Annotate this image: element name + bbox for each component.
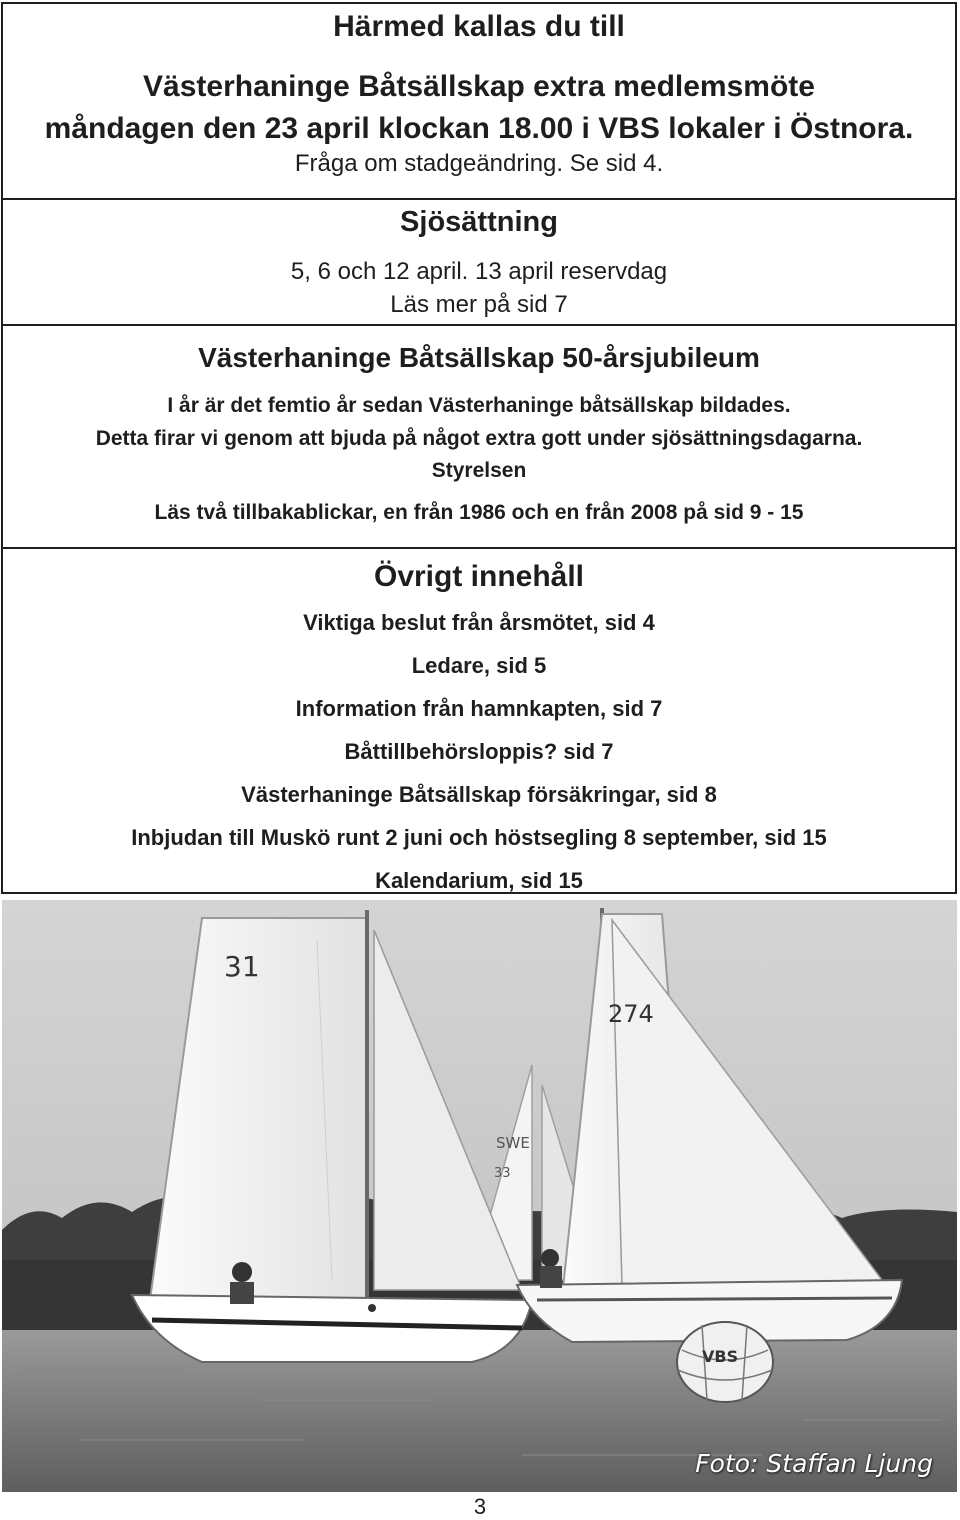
buoy-text: VBS (702, 1347, 739, 1366)
launch-dates: 5, 6 och 12 april. 13 april reservdag (290, 258, 668, 285)
contents-heading: Övrigt innehåll (373, 560, 585, 593)
page-number: 3 (473, 1494, 487, 1519)
sailboats-illustration (2, 900, 957, 1492)
photo-credit: Foto: Staffan Ljung (695, 1449, 933, 1478)
divider (3, 324, 955, 326)
jubilee-lookback: Läs två tillbakablickar, en från 1986 och en från 2008 på sid 9 - 15 (154, 501, 804, 524)
sail-number-31: 31 (224, 950, 260, 983)
jubilee-line-1: I år är det femtio år sedan Västerhaninge båtsällskap bildades. (167, 394, 791, 417)
sail-text: SWE (496, 1134, 530, 1152)
meeting-note: Fråga om stadgeändring. Se sid 4. (294, 150, 664, 177)
meeting-title: Västerhaninge Båtsällskap extra medlemsmöte (143, 70, 815, 103)
contents-item: Information från hamnkapten, sid 7 (295, 696, 663, 721)
contents-item: Viktiga beslut från årsmötet, sid 4 (303, 610, 655, 635)
contents-item: Båttillbehörsloppis? sid 7 (344, 739, 614, 764)
jubilee-signature: Styrelsen (431, 459, 527, 482)
contents-item: Ledare, sid 5 (411, 653, 547, 678)
divider (3, 198, 955, 200)
jubilee-heading: Västerhaninge Båtsällskap 50-årsjubileum (198, 342, 760, 373)
contents-item: Inbjudan till Muskö runt 2 juni och höstsegling 8 september, sid 15 (131, 825, 827, 850)
meeting-date: måndagen den 23 april klockan 18.00 i VBS lokaler i Östnora. (44, 112, 914, 145)
launch-heading: Sjösättning (400, 206, 558, 238)
contents-item: Västerhaninge Båtsällskap försäkringar, sid 8 (241, 782, 717, 807)
meeting-heading: Härmed kallas du till (333, 10, 625, 43)
sail-number-274: 274 (608, 1000, 654, 1028)
contents-item: Kalendarium, sid 15 (375, 868, 583, 893)
sail-number-33: 33 (494, 1166, 511, 1181)
announcement-box (1, 2, 957, 894)
sailboats-photo (2, 900, 957, 1492)
divider (3, 547, 955, 549)
jubilee-line-2: Detta firar vi genom att bjuda på något extra gott under sjösättningsdagarna. (95, 427, 863, 450)
launch-more: Läs mer på sid 7 (390, 291, 568, 318)
